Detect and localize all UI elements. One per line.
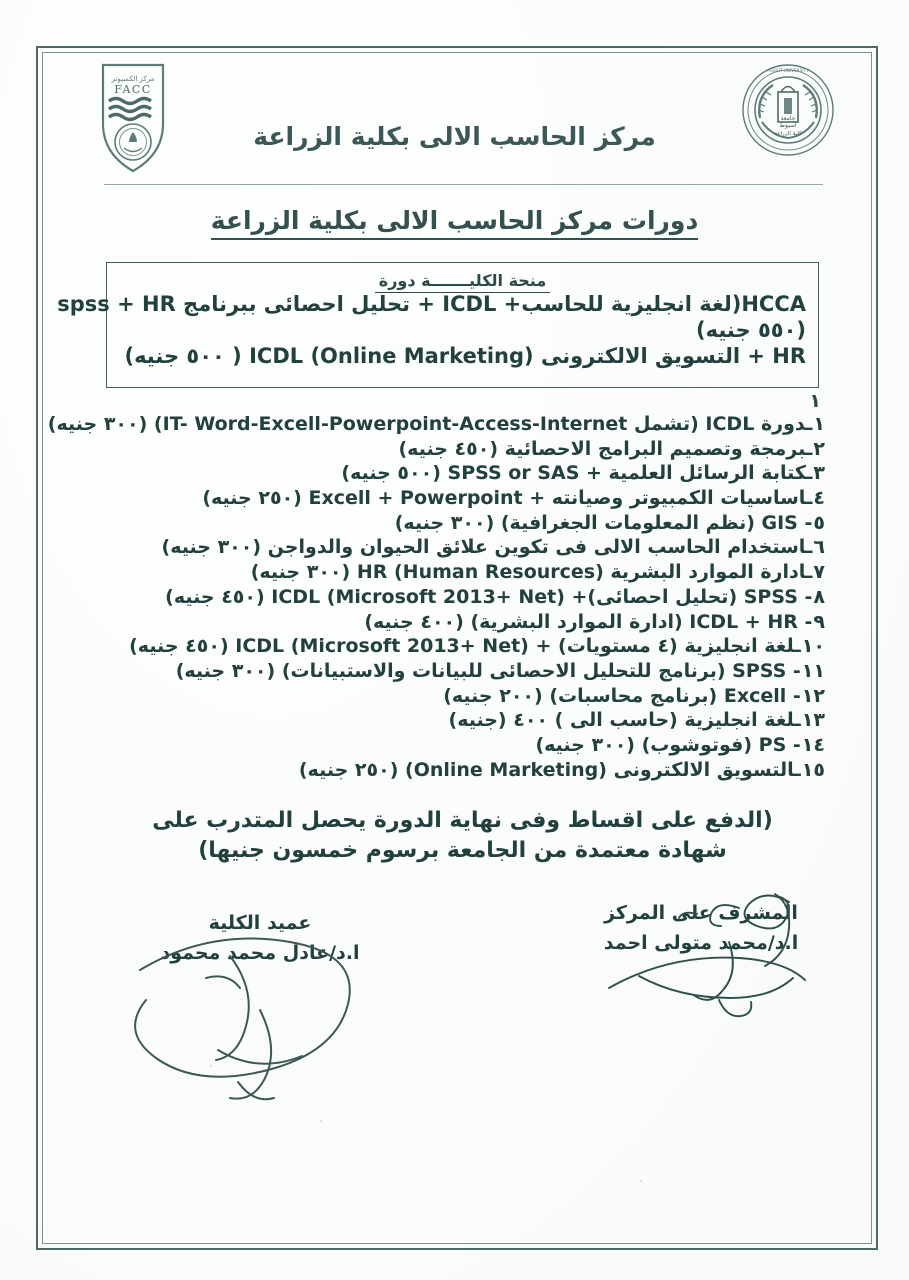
facc-shield-logo: [100, 62, 166, 174]
dean-role: عميد الكلية: [208, 912, 312, 934]
course-number: ٥: [813, 511, 825, 534]
svg-text:اسيوط: اسيوط: [779, 122, 797, 129]
document-subtitle-text: دورات مركز الحاسب الالى بكلية الزراعة: [211, 206, 699, 240]
grant-line-3: HR + التسويق الالكترونى (ICDL (Online Marketing ( ٥٠٠ جنيه): [124, 344, 806, 369]
course-number: ٨: [813, 585, 825, 608]
course-text: ـاساسيات الكمبيوتر وصيانته + Excell + Powerpoint (٢٥٠ جنيه): [202, 487, 813, 510]
scan-speck: [210, 1065, 212, 1067]
course-item: [47, 412, 825, 437]
course-text: - PS (فوتوشوب) (٣٠٠ جنيه): [535, 733, 801, 756]
grant-line-2: (٥٥٠ جنيه): [696, 317, 806, 342]
page-title: مركز الحاسب الالى بكلية الزراعة: [253, 122, 656, 151]
signature-block-supervisor: [581, 902, 821, 954]
course-text: ـلغة انجليزية (٤ مستويات) + ICDL (Microsoft 2013+ Net) (٤٥٠ جنيه): [129, 635, 801, 658]
course-number: ١٢: [801, 684, 825, 707]
course-number: ١٥: [801, 758, 825, 781]
course-item: [80, 659, 825, 684]
course-item: [80, 758, 825, 783]
scan-speck: [770, 430, 772, 432]
course-text: - SPSS (تحليل احصائى)+ ICDL (Microsoft 2013+ Net) (٤٥٠ جنيه): [165, 585, 813, 608]
course-text: ـادارة الموارد البشرية HR (Human Resources) (٣٠٠ جنيه): [250, 561, 813, 584]
course-item: [80, 486, 825, 511]
supervisor-name: ا.د/محمد متولى احمد: [603, 932, 799, 954]
svg-text:مركز الكمبيوتر: مركز الكمبيوتر: [111, 75, 155, 83]
course-item: [80, 461, 825, 486]
grant-box-heading: [119, 271, 806, 290]
header-divider: [104, 184, 823, 185]
svg-text:جامعة: جامعة: [780, 115, 796, 122]
dean-name: ا.د/عادل محمد محمود: [160, 942, 360, 964]
course-text: ـاستخدام الحاسب الالى فى تكوين علائق الحيوان والدواجن (٣٠٠ جنيه): [161, 536, 813, 559]
document-subtitle: [0, 206, 909, 235]
course-number: ٩: [813, 610, 825, 633]
supervisor-role: المشرف على المركز: [604, 902, 798, 924]
course-item: [80, 708, 825, 733]
course-text: ـبرمجة وتصميم البرامج الاحصائية (٤٥٠ جنيه): [398, 437, 813, 460]
course-text: ـلغة انجليزية (حاسب الى ) ٤٠٠ (جنيه): [448, 709, 801, 732]
course-text: ـدورة ICDL (تشمل IT- Word-Excell-Powerpoint-Access-Internet) (٣٠٠ جنيه): [47, 413, 813, 435]
course-text: - ICDL + HR (ادارة الموارد البشرية) (٤٠٠ جنيه): [364, 610, 813, 633]
course-text: - SPSS (برنامج للتحليل الاحصائى للبيانات والاستبيانات) (٣٠٠ جنيه): [175, 659, 801, 682]
course-item: [80, 585, 825, 610]
svg-text:كلية الزراعة: كلية الزراعة: [774, 131, 802, 137]
course-list: [47, 412, 825, 782]
course-number: ١: [813, 413, 825, 435]
signature-block-dean: [140, 912, 380, 964]
course-number: ١٠: [801, 635, 825, 658]
course-item: [80, 634, 825, 659]
grant-line-1: HCCA(لغة انجليزية للحاسب+ ICDL + تحليل احصائى ببرنامج spss + HR: [57, 292, 806, 316]
scan-speck: [640, 1180, 642, 1182]
course-text: ـالتسويق الالكترونى (Online Marketing) (٢٥٠ جنيه): [298, 758, 801, 781]
course-item: [80, 560, 825, 585]
course-item: [80, 684, 825, 709]
course-item: [80, 535, 825, 560]
course-number: ١١: [801, 659, 825, 682]
course-number: ٢: [813, 437, 825, 460]
course-item: [80, 437, 825, 462]
course-number: ١٤: [801, 733, 825, 756]
course-number: ٧: [813, 561, 825, 584]
course-number: ٤: [813, 487, 825, 510]
scan-speck: [320, 1120, 322, 1122]
course-text: - Excell (برنامج محاسبات) (٢٠٠ جنيه): [443, 684, 801, 707]
course-item: [80, 610, 825, 635]
course-number: ٦: [813, 536, 825, 559]
svg-text:FACC: FACC: [114, 83, 152, 96]
course-text: - GIS (نظم المعلومات الجغرافية) (٣٠٠ جنيه): [394, 511, 813, 534]
svg-text:ASSIUT UNIVERSITY: ASSIUT UNIVERSITY: [767, 68, 809, 73]
course-number: ٣: [813, 462, 825, 485]
course-text: ـكتابة الرسائل العلمية + SPSS or SAS (٥٠٠ جنيه): [341, 462, 813, 485]
list-marker-one: ١: [809, 390, 821, 412]
course-number: ١٣: [801, 709, 825, 732]
course-item: [80, 511, 825, 536]
grant-courses-box: [57, 262, 819, 388]
course-item: [80, 733, 825, 758]
grant-box-heading-text: منحة الكليـــــــة دورة: [375, 271, 550, 293]
payment-note: (الدفع على اقساط وفى نهاية الدورة يحصل المتدرب على شهادة معتمدة من الجامعة برسوم خمسون جنيها): [152, 808, 773, 864]
